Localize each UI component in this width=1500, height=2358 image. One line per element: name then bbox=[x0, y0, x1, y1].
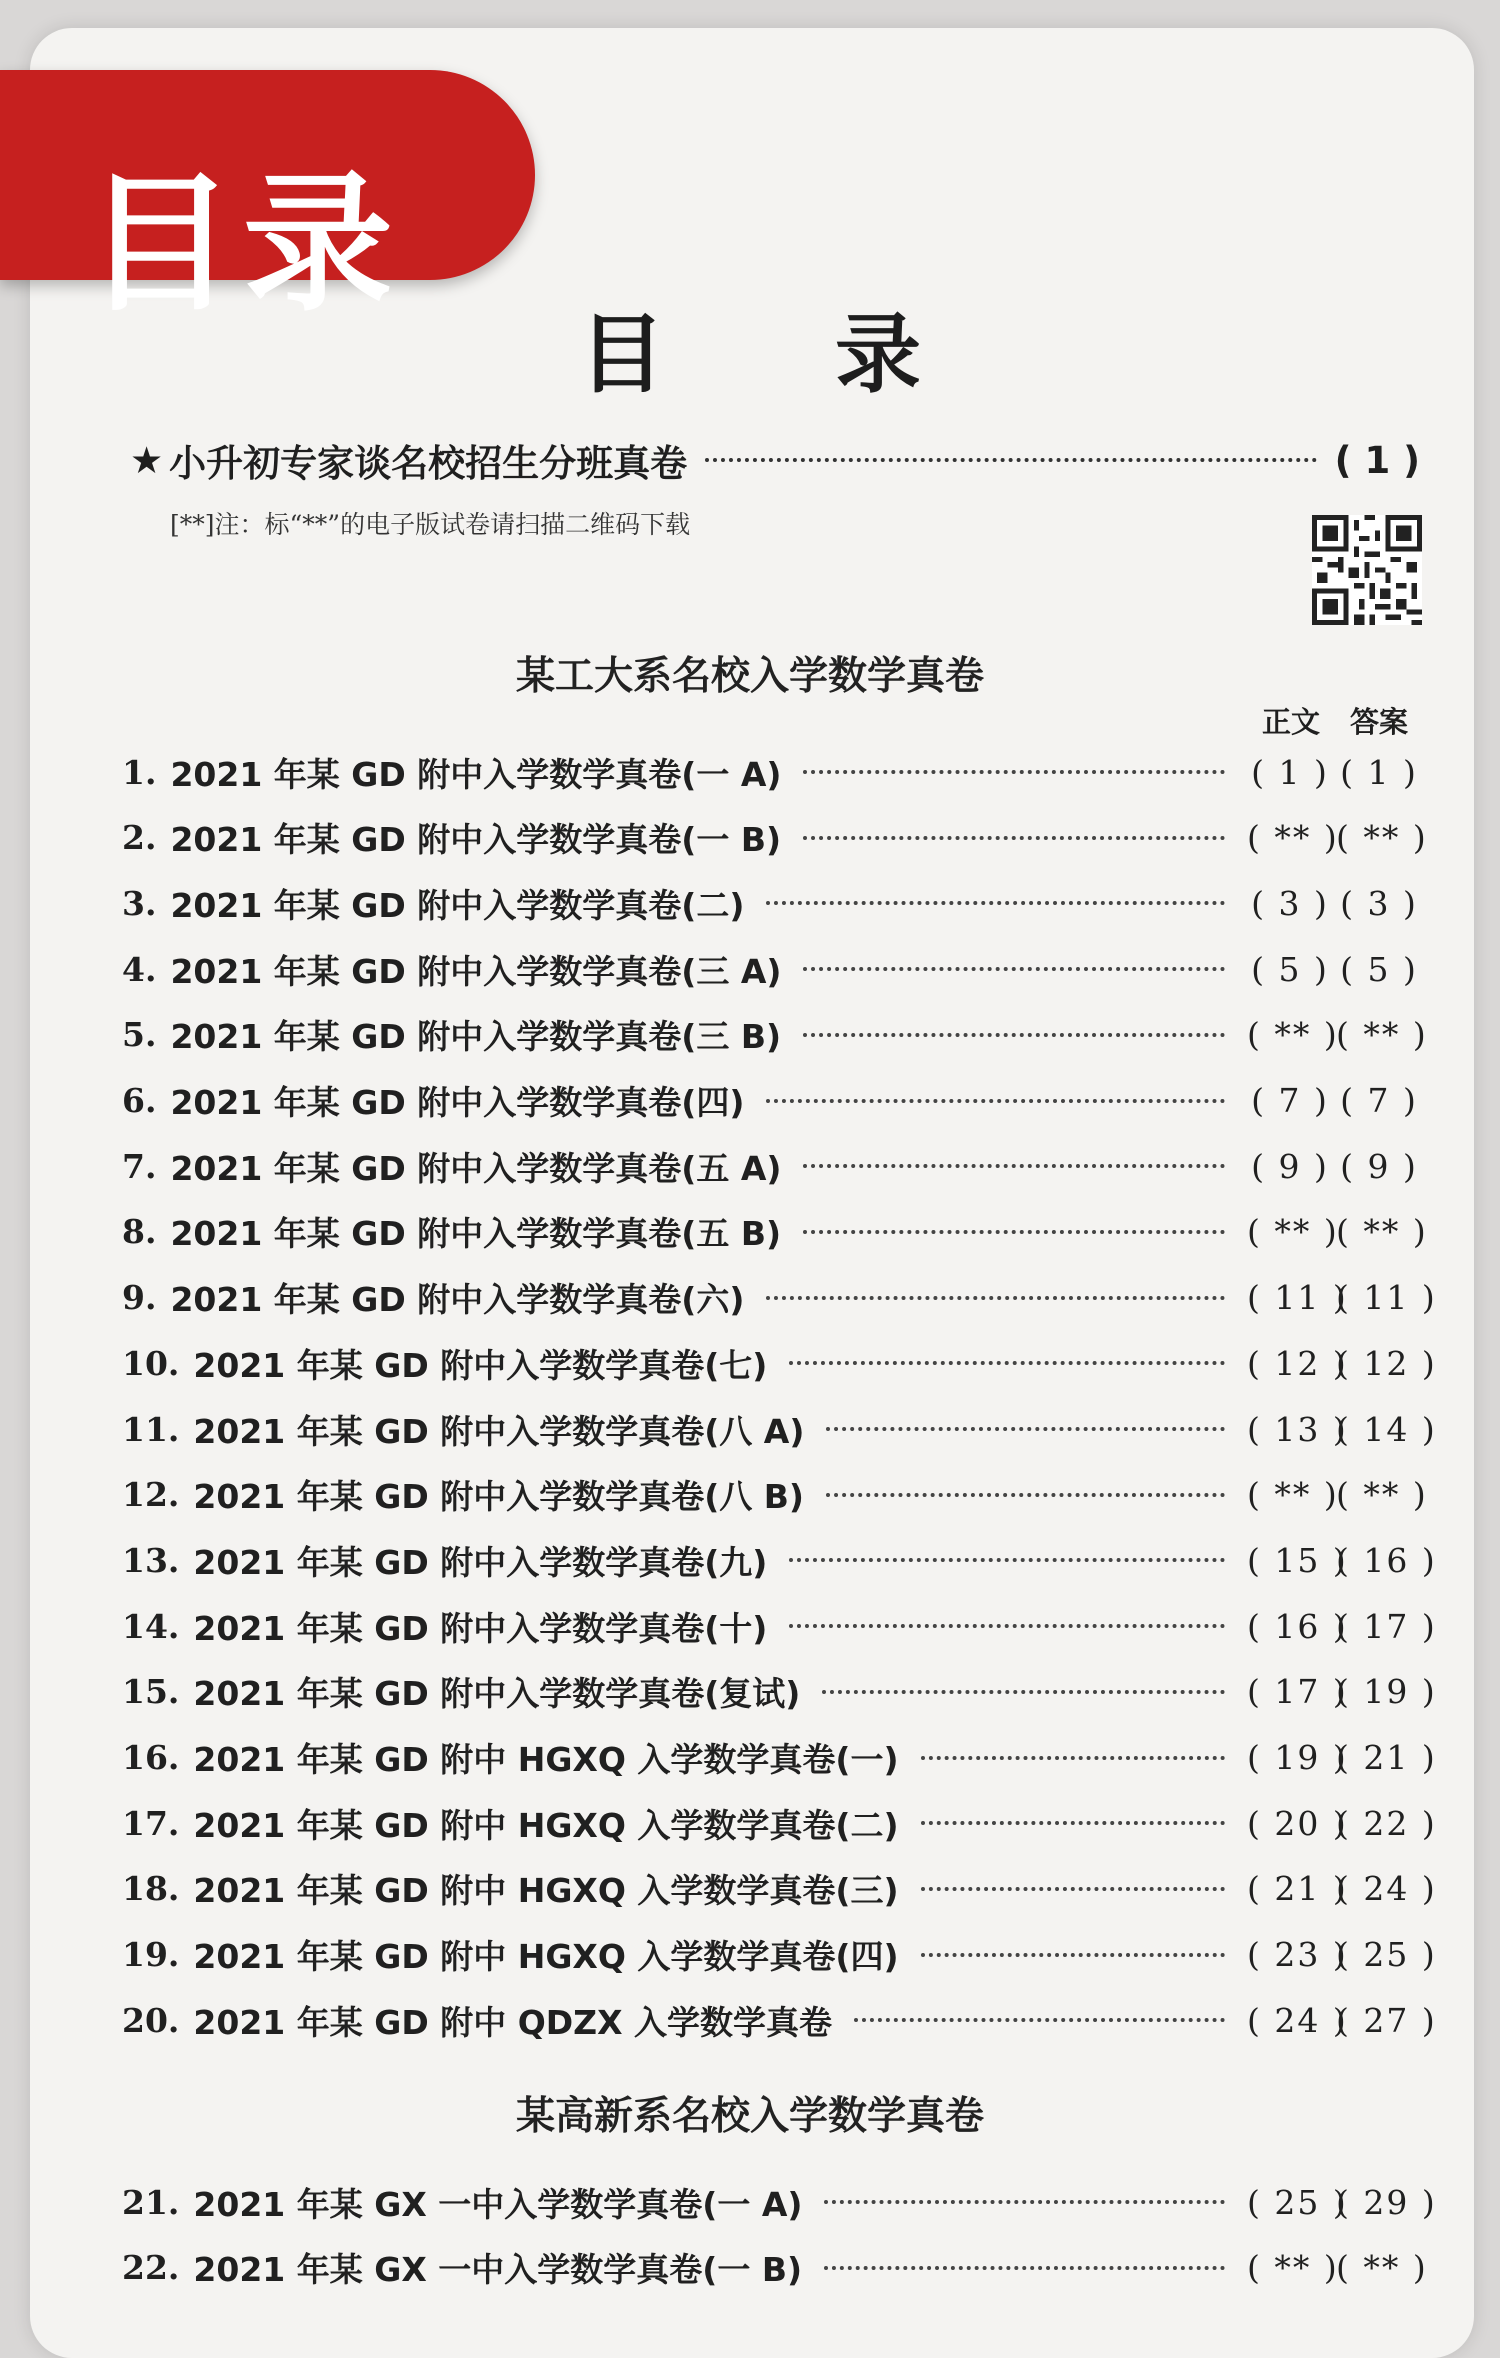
toc-answer-page: ( 9 ) bbox=[1340, 1146, 1418, 1186]
leader-dots bbox=[824, 2200, 1225, 2204]
toc-body-page: ( 1 ) bbox=[1251, 752, 1329, 792]
toc-entry bbox=[122, 1596, 1437, 1656]
leader-dots bbox=[921, 1887, 1225, 1891]
toc-body-page: ( ** ) bbox=[1247, 1475, 1339, 1515]
toc-answer-page: ( 29 ) bbox=[1336, 2182, 1437, 2222]
toc-title: 2021 年某 GD 附中 HGXQ 入学数学真卷(三) bbox=[193, 1871, 899, 1911]
toc-title: 2021 年某 GD 附中 QDZX 入学数学真卷 bbox=[193, 2002, 833, 2042]
toc-number: 19. bbox=[122, 1935, 180, 1975]
toc-title: 2021 年某 GD 附中入学数学真卷(一 B) bbox=[170, 820, 782, 860]
toc-number: 10. bbox=[122, 1343, 180, 1383]
toc-pages bbox=[1247, 1147, 1422, 1186]
leader-dots bbox=[803, 1164, 1225, 1168]
feature-entry bbox=[130, 430, 1420, 490]
toc-answer-page: ( ** ) bbox=[1336, 818, 1428, 858]
column-head-answer: 答案 bbox=[1350, 705, 1409, 739]
toc-pages bbox=[1247, 884, 1422, 923]
toc-answer-page: ( 11 ) bbox=[1336, 1278, 1437, 1318]
toc-answer-page: ( ** ) bbox=[1336, 1212, 1428, 1252]
toc-answer-page: ( 24 ) bbox=[1336, 1869, 1437, 1909]
toc-number: 14. bbox=[122, 1606, 180, 1646]
toc-entry bbox=[122, 742, 1422, 802]
toc-number: 13. bbox=[122, 1540, 180, 1580]
toc-title: 2021 年某 GX 一中入学数学真卷(一 B) bbox=[193, 2250, 803, 2290]
toc-body-page: ( ** ) bbox=[1247, 1212, 1339, 1252]
leader-dots bbox=[921, 1953, 1225, 1957]
toc-number: 5. bbox=[122, 1015, 157, 1055]
toc-pages bbox=[1247, 1212, 1428, 1252]
qr-code-icon bbox=[1312, 515, 1422, 625]
toc-number: 21. bbox=[122, 2182, 180, 2222]
toc-number: 15. bbox=[122, 1672, 180, 1712]
leader-dots bbox=[803, 836, 1225, 840]
toc-body-page: ( 23 ) bbox=[1247, 1935, 1348, 1975]
toc-body-page: ( 17 ) bbox=[1247, 1672, 1348, 1712]
toc-title: 2021 年某 GD 附中入学数学真卷(一 A) bbox=[170, 754, 782, 794]
toc-pages bbox=[1247, 1475, 1428, 1515]
toc-title: 2021 年某 GD 附中入学数学真卷(八 A) bbox=[193, 1411, 805, 1451]
toc-number: 20. bbox=[122, 2000, 180, 2040]
toc-number: 18. bbox=[122, 1869, 180, 1909]
toc-title: 2021 年某 GD 附中 HGXQ 入学数学真卷(一) bbox=[193, 1740, 899, 1779]
toc-body-page: ( ** ) bbox=[1247, 818, 1339, 858]
toc-number: 9. bbox=[122, 1278, 157, 1318]
toc-number: 11. bbox=[122, 1409, 180, 1449]
toc-entry bbox=[122, 1859, 1437, 1919]
feature-page: ( 1 ) bbox=[1334, 438, 1420, 482]
toc-title: 2021 年某 GD 附中入学数学真卷(八 B) bbox=[193, 1477, 805, 1517]
toc-number: 2. bbox=[122, 818, 157, 858]
toc-entry bbox=[122, 1465, 1428, 1525]
toc-pages bbox=[1247, 1278, 1437, 1318]
toc-entry bbox=[122, 808, 1428, 868]
leader-dots bbox=[803, 1230, 1225, 1234]
toc-entry bbox=[122, 1530, 1437, 1590]
leader-dots bbox=[705, 458, 1317, 462]
leader-dots bbox=[824, 2266, 1225, 2270]
toc-body-page: ( 5 ) bbox=[1251, 949, 1329, 989]
toc-entry bbox=[122, 1005, 1428, 1065]
toc-pages bbox=[1247, 818, 1428, 858]
toc-title: 2021 年某 GD 附中入学数学真卷(六) bbox=[170, 1280, 745, 1320]
toc-answer-page: ( ** ) bbox=[1336, 2248, 1428, 2288]
toc-title: 2021 年某 GX 一中入学数学真卷(一 A) bbox=[193, 2184, 803, 2224]
download-note: [**]注：标“**”的电子版试卷请扫描二维码下载 bbox=[170, 510, 691, 539]
leader-dots bbox=[789, 1624, 1225, 1628]
toc-pages bbox=[1247, 1015, 1428, 1055]
toc-pages bbox=[1247, 950, 1422, 989]
leader-dots bbox=[766, 1099, 1225, 1103]
leader-dots bbox=[822, 1690, 1225, 1694]
toc-pages bbox=[1247, 1803, 1437, 1843]
toc-entry bbox=[122, 939, 1422, 999]
toc-body-page: ( 3 ) bbox=[1251, 883, 1329, 923]
toc-body-page: ( 15 ) bbox=[1247, 1540, 1348, 1580]
toc-answer-page: ( 1 ) bbox=[1340, 752, 1418, 792]
toc-pages bbox=[1247, 753, 1422, 792]
leader-dots bbox=[826, 1493, 1225, 1497]
toc-entry bbox=[122, 1333, 1437, 1393]
toc-pages bbox=[1247, 1343, 1437, 1383]
leader-dots bbox=[854, 2018, 1225, 2022]
toc-title: 2021 年某 GD 附中入学数学真卷(七) bbox=[193, 1345, 768, 1385]
toc-entry bbox=[122, 1793, 1437, 1853]
toc-title: 2021 年某 GD 附中入学数学真卷(三 A) bbox=[170, 951, 782, 991]
leader-dots bbox=[789, 1361, 1225, 1365]
toc-number: 12. bbox=[122, 1475, 180, 1515]
toc-pages bbox=[1247, 2182, 1437, 2222]
leader-dots bbox=[921, 1756, 1225, 1760]
toc-body-page: ( 16 ) bbox=[1247, 1606, 1348, 1646]
section-title-gongda: 某工大系名校入学数学真卷 bbox=[515, 654, 984, 699]
toc-title: 2021 年某 GD 附中 HGXQ 入学数学真卷(四) bbox=[193, 1937, 899, 1977]
toc-title: 2021 年某 GD 附中入学数学真卷(十) bbox=[193, 1608, 768, 1648]
leader-dots bbox=[789, 1558, 1225, 1562]
toc-entry bbox=[122, 1728, 1437, 1788]
feature-label: 小升初专家谈名校招生分班真卷 bbox=[169, 442, 688, 485]
page-title: 目录 bbox=[579, 305, 1091, 405]
toc-pages bbox=[1247, 1409, 1437, 1449]
toc-answer-page: ( 19 ) bbox=[1336, 1672, 1437, 1712]
toc-answer-page: ( 14 ) bbox=[1336, 1409, 1437, 1449]
toc-entry bbox=[122, 1925, 1437, 1985]
toc-number: 1. bbox=[122, 752, 157, 792]
toc-entry bbox=[122, 873, 1422, 933]
toc-title: 2021 年某 GD 附中入学数学真卷(九) bbox=[193, 1542, 768, 1582]
toc-answer-page: ( 16 ) bbox=[1336, 1540, 1437, 1580]
toc-number: 16. bbox=[122, 1738, 180, 1777]
toc-entry bbox=[122, 2238, 1428, 2298]
toc-body-page: ( 9 ) bbox=[1251, 1146, 1329, 1186]
toc-body-page: ( 13 ) bbox=[1247, 1409, 1348, 1449]
section-title-gaoxin: 某高新系名校入学数学真卷 bbox=[515, 2094, 984, 2139]
toc-pages bbox=[1247, 2248, 1428, 2288]
toc-answer-page: ( 17 ) bbox=[1336, 1606, 1437, 1646]
leader-dots bbox=[766, 1296, 1225, 1300]
toc-answer-page: ( 22 ) bbox=[1336, 1803, 1437, 1843]
toc-title: 2021 年某 GD 附中入学数学真卷(五 B) bbox=[170, 1214, 782, 1254]
toc-pages bbox=[1247, 1606, 1437, 1646]
leader-dots bbox=[803, 1033, 1225, 1037]
leader-dots bbox=[803, 770, 1225, 774]
leader-dots bbox=[921, 1821, 1225, 1825]
toc-number: 6. bbox=[122, 1081, 157, 1120]
toc-pages bbox=[1247, 1672, 1437, 1712]
toc-title: 2021 年某 GD 附中入学数学真卷(五 A) bbox=[170, 1148, 782, 1188]
toc-number: 17. bbox=[122, 1803, 180, 1843]
toc-answer-page: ( 27 ) bbox=[1336, 2000, 1437, 2040]
catalog-banner bbox=[0, 70, 535, 332]
leader-dots bbox=[826, 1427, 1225, 1431]
toc-number: 22. bbox=[122, 2248, 180, 2288]
toc-pages bbox=[1247, 2000, 1437, 2040]
toc-answer-page: ( 25 ) bbox=[1336, 1935, 1437, 1975]
toc-title: 2021 年某 GD 附中 HGXQ 入学数学真卷(二) bbox=[193, 1805, 899, 1845]
toc-body-page: ( 11 ) bbox=[1247, 1278, 1348, 1318]
toc-title: 2021 年某 GD 附中入学数学真卷(四) bbox=[170, 1083, 745, 1122]
toc-entry bbox=[122, 1136, 1422, 1196]
toc-entry bbox=[122, 1662, 1437, 1722]
toc-body-page: ( ** ) bbox=[1247, 2248, 1339, 2288]
toc-number: 8. bbox=[122, 1212, 157, 1252]
toc-answer-page: ( 7 ) bbox=[1340, 1081, 1418, 1120]
toc-title: 2021 年某 GD 附中入学数学真卷(复试) bbox=[193, 1674, 801, 1714]
banner-label: 目录 bbox=[85, 158, 402, 332]
toc-entry bbox=[122, 1990, 1437, 2050]
toc-body-page: ( 25 ) bbox=[1247, 2182, 1348, 2222]
star-icon: ★ bbox=[130, 438, 164, 482]
leader-dots bbox=[766, 901, 1225, 905]
toc-number: 7. bbox=[122, 1146, 157, 1186]
toc-number: 3. bbox=[122, 883, 157, 923]
toc-answer-page: ( 12 ) bbox=[1336, 1343, 1437, 1383]
column-head-body: 正文 bbox=[1262, 705, 1321, 739]
toc-body-page: ( 19 ) bbox=[1247, 1738, 1348, 1777]
toc-pages bbox=[1247, 1869, 1437, 1909]
toc-entry bbox=[122, 1268, 1437, 1328]
toc-title: 2021 年某 GD 附中入学数学真卷(二) bbox=[170, 885, 745, 925]
toc-title: 2021 年某 GD 附中入学数学真卷(三 B) bbox=[170, 1017, 782, 1057]
toc-entry bbox=[122, 1399, 1437, 1459]
toc-pages bbox=[1247, 1935, 1437, 1975]
toc-body-page: ( 21 ) bbox=[1247, 1869, 1348, 1909]
toc-number: 4. bbox=[122, 949, 157, 989]
toc-answer-page: ( 5 ) bbox=[1340, 949, 1418, 989]
leader-dots bbox=[803, 967, 1225, 971]
toc-body-page: ( 20 ) bbox=[1247, 1803, 1348, 1843]
toc-answer-page: ( ** ) bbox=[1336, 1015, 1428, 1055]
toc-body-page: ( 7 ) bbox=[1251, 1081, 1329, 1120]
toc-entry bbox=[122, 1202, 1428, 1262]
toc-body-page: ( 24 ) bbox=[1247, 2000, 1348, 2040]
toc-entry bbox=[122, 1071, 1422, 1131]
toc-answer-page: ( 21 ) bbox=[1336, 1738, 1437, 1777]
toc-pages bbox=[1247, 1738, 1437, 1777]
toc-pages bbox=[1247, 1081, 1422, 1120]
toc-body-page: ( ** ) bbox=[1247, 1015, 1339, 1055]
toc-pages bbox=[1247, 1540, 1437, 1580]
toc-body-page: ( 12 ) bbox=[1247, 1343, 1348, 1383]
toc-answer-page: ( ** ) bbox=[1336, 1475, 1428, 1515]
toc-answer-page: ( 3 ) bbox=[1340, 883, 1418, 923]
toc-entry bbox=[122, 2172, 1437, 2232]
